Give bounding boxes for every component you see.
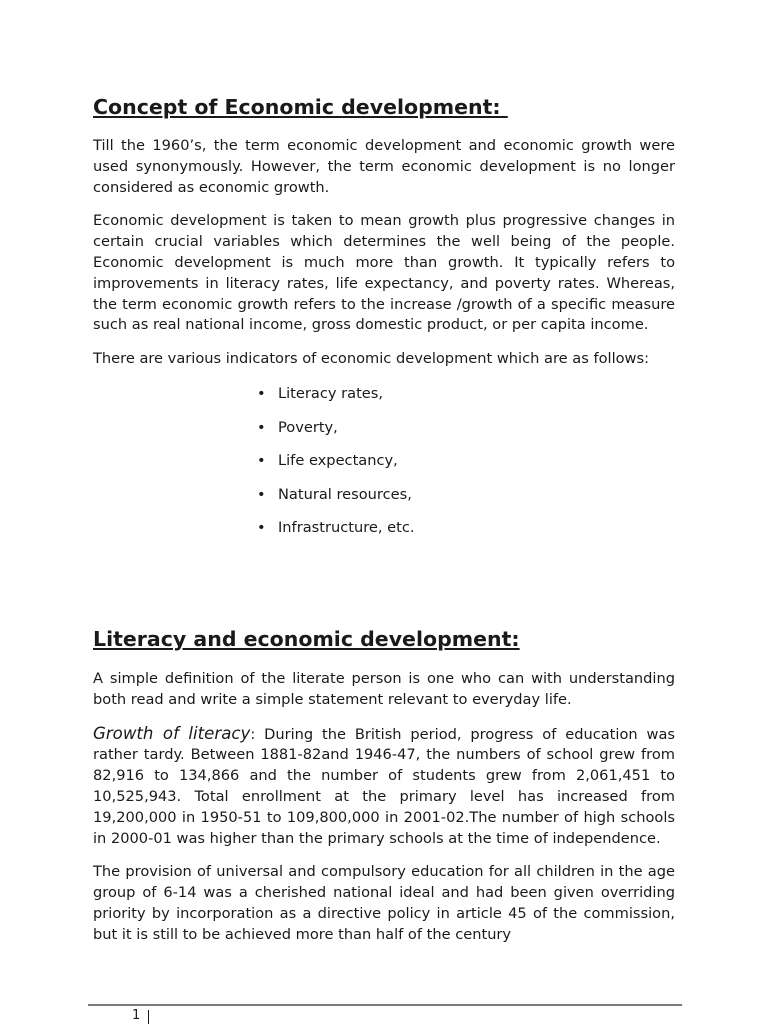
growth-text: : During the British period, progress of education was rather tardy. Between 1881-82and 1946-47, the numbers of school grew from 82,916 to 134,866 and the number of students grew from 2,061,451 to 10,525,943. Total enrollment at the primary level has increased from 19,200,000 in 1950-51 to 109,800,000 in 2001-02.The number of high schools in 2000-01 was higher than the primary schools at the time of independence. [93, 725, 675, 847]
paragraph-definition: Economic development is taken to mean growth plus progressive changes in certain crucial variables which determines the well being of the people. Economic development is much more than growth. It typically refers to improvements in literacy rates, life expectancy, and poverty rates. Whereas, the term economic growth refers to the increase /growth of a specific measure such as real national income, gross domestic product, or per capita income. [93, 212, 675, 334]
section-heading-concept: Concept of Economic development: [93, 95, 508, 119]
bullet-icon: • [257, 418, 266, 436]
page-number-separator [148, 1010, 149, 1024]
paragraph-growth-of-literacy [93, 724, 675, 850]
bullet-icon: • [257, 519, 266, 537]
literacy-section [93, 626, 675, 959]
list-item: • Literacy rates, [257, 384, 768, 418]
paragraph-literate-definition: A simple definition of the literate person is one who can with understanding both read and write a simple statement relevant to everyday life. [93, 670, 675, 708]
footer-divider [88, 1004, 682, 1006]
indicator-list [257, 384, 768, 552]
document-page [93, 94, 675, 552]
list-item: • Poverty, [257, 418, 768, 452]
list-item: • Natural resources, [257, 485, 768, 519]
list-item: • Infrastructure, etc. [257, 518, 768, 552]
bullet-icon: • [257, 384, 266, 402]
section-heading-literacy: Literacy and economic development: [93, 627, 520, 651]
runin-heading: Growth of literacy [93, 723, 251, 743]
paragraph-indicators: There are various indicators of economic development which are as follows: [93, 350, 650, 368]
list-item: • Life expectancy, [257, 451, 768, 485]
bullet-icon: • [257, 452, 266, 470]
bullet-icon: • [257, 485, 266, 503]
page-number: 1 [132, 1008, 141, 1023]
paragraph-intro: Till the 1960’s, the term economic development and economic growth were used synonymously. However, the term economic development is no longer considered as economic growth. [93, 137, 675, 196]
paragraph-provision: The provision of universal and compulsory education for all children in the age group of 6-14 was a cherished national ideal and had been given overriding priority by incorporation as a directive policy in article 45 of the commission, but it is still to be achieved more than half of the century [93, 863, 675, 943]
